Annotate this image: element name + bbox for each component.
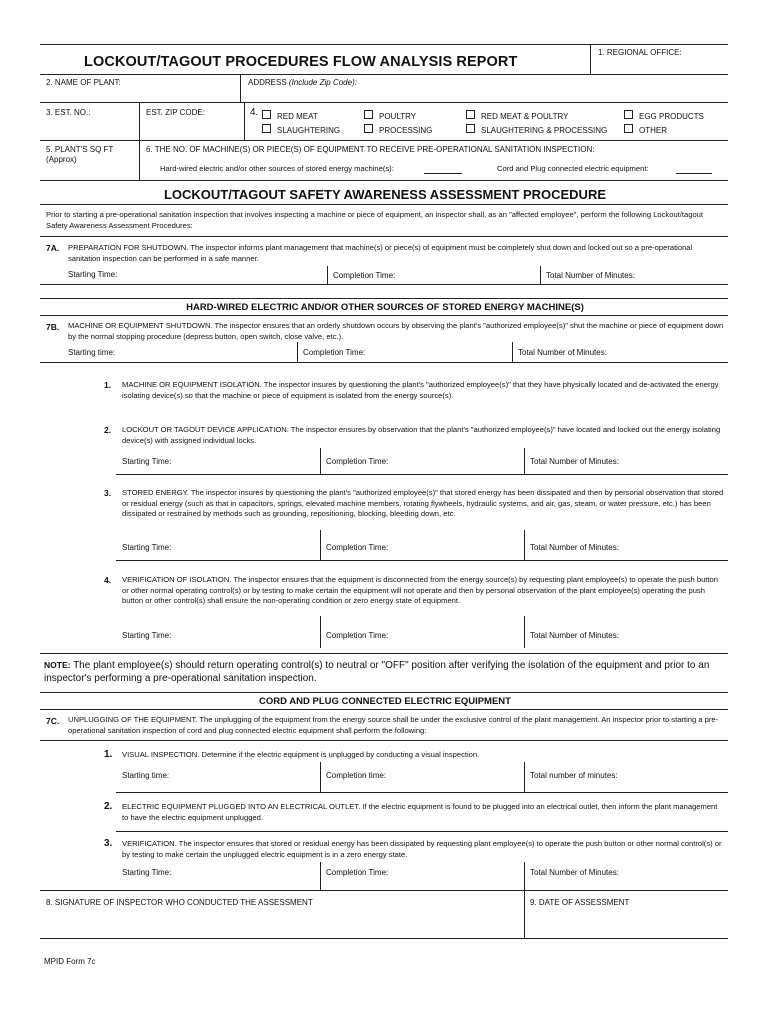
slaughtering-processing-label: SLAUGHTERING & PROCESSING [481, 126, 608, 135]
7a-start-label: Starting Time: [68, 270, 118, 279]
est-no-label: 3. EST. NO.: [46, 108, 91, 117]
section-7a-number: 7A. [46, 243, 60, 253]
7b-item-2-text: LOCKOUT OR TAGOUT DEVICE APPLICATION. The inspector ensures by observation that the plant's "authorized employee(s)" have located and locked out the energy isolating device(s) with assigned individual locks. [122, 425, 721, 445]
processing-checkbox[interactable] [364, 124, 373, 133]
7b-4-total-label: Total Number of Minutes: [530, 631, 619, 640]
7c-3-complete-label: Completion Time: [326, 868, 389, 877]
7a-total-label: Total Number of Minutes: [546, 271, 635, 280]
awareness-intro: Prior to starting a pre-operational sanitation inspection that involves inspecting a machine or piece of equipment, an inspector shall, as an "affected employee", perform the following Lockout/tagout Safety Awareness Assessment Procedures: [46, 210, 704, 230]
7c-item-1-text: VISUAL INSPECTION. Determine if the electric equipment is unplugged by conducting a visual inspection. [122, 750, 480, 759]
egg-products-label: EGG PRODUCTS [639, 112, 704, 121]
poultry-checkbox[interactable] [364, 110, 373, 119]
7a-complete-label: Completion Time: [333, 271, 396, 280]
7c-3-total-label: Total Number of Minutes: [530, 868, 619, 877]
signature-field[interactable] [40, 910, 524, 938]
7b-3-start-label: Starting Time: [122, 543, 172, 552]
7c-item-3-number: 3. [104, 838, 113, 849]
form-id: MPID Form 7c [44, 957, 96, 966]
slaughtering-processing-checkbox[interactable] [466, 124, 475, 133]
form-title: LOCKOUT/TAGOUT PROCEDURES FLOW ANALYSIS REPORT [84, 54, 518, 70]
hardwired-count-label: Hard-wired electric and/or other sources of stored energy machine(s): [160, 164, 394, 173]
7c-1-total-label: Total number of minutes: [530, 771, 618, 780]
7b-3-complete-label: Completion Time: [326, 543, 389, 552]
est-zip-label: EST. ZIP CODE: [146, 108, 205, 117]
7b-item-3-number: 3. [104, 488, 112, 498]
cordplug-count-field[interactable] [676, 173, 712, 174]
red-meat-poultry-label: RED MEAT & POULTRY [481, 112, 569, 121]
egg-products-checkbox[interactable] [624, 110, 633, 119]
7b-item-1-number: 1. [104, 380, 112, 390]
section-7b-text: MACHINE OR EQUIPMENT SHUTDOWN. The inspector ensures that an orderly shutdown occurs by observing the plant's "authorized employee(s)" shut the machine or piece of equipment down by the normal stopping procedure (depress button, open switch, close valve, etc.). [68, 321, 724, 341]
7b-2-total-label: Total Number of Minutes: [530, 457, 619, 466]
date-label: 9. DATE OF ASSESSMENT [530, 898, 630, 907]
7b-3-total-label: Total Number of Minutes: [530, 543, 619, 552]
7b-item-4-text: VERIFICATION OF ISOLATION. The inspector ensures that the equipment is disconnected from the energy source(s) by requesting plant employee(s) to operate the push button or other normal operating control(s) or by testing to make certain the equipment will not operate and then by personal observation of the plant employee(s) operating the push button or other control(s) shall ensure the non-operating condition or zero energy state of equipment. [122, 575, 718, 605]
cordplug-count-label: Cord and Plug connected electric equipment: [497, 164, 649, 173]
cord-section-title: CORD AND PLUG CONNECTED ELECTRIC EQUIPMENT [259, 696, 511, 707]
plant-name-field[interactable] [40, 88, 240, 100]
hardwired-section-title: HARD-WIRED ELECTRIC AND/OR OTHER SOURCES OF STORED ENERGY MACHINE(S) [186, 302, 584, 313]
section-7b-number: 7B. [46, 322, 60, 332]
regional-office-field[interactable] [591, 58, 728, 74]
slaughtering-label: SLAUGHTERING [277, 126, 341, 135]
sqft-approx-label: (Approx) [46, 155, 77, 164]
7b-item-1-text: MACHINE OR EQUIPMENT ISOLATION. The inspector insures by questioning the plant's "authorized employee(s)" that they have physically located and de-activated the energy isolating device(s) so that the machine or piece of equipment is isolated from the energy source(s). [122, 380, 719, 400]
7c-1-complete-label: Completion time: [326, 771, 387, 780]
red-meat-checkbox[interactable] [262, 110, 271, 119]
other-label: OTHER [639, 126, 667, 135]
red-meat-label: RED MEAT [277, 112, 318, 121]
7b-2-complete-label: Completion Time: [326, 457, 389, 466]
processing-label: PROCESSING [379, 126, 433, 135]
slaughtering-checkbox[interactable] [262, 124, 271, 133]
poultry-label: POULTRY [379, 112, 417, 121]
sqft-label: 5. PLANT'S SQ FT [46, 145, 114, 154]
signature-label: 8. SIGNATURE OF INSPECTOR WHO CONDUCTED THE ASSESSMENT [46, 898, 313, 907]
address-field[interactable] [242, 88, 728, 100]
7b-item-4-number: 4. [104, 575, 112, 585]
7b-complete-label: Completion Time: [303, 348, 366, 357]
7c-item-3-text: VERIFICATION. The inspector ensures that stored or residual energy has been dissipated by requesting plant employee(s) to operate the push button or other normal control(s) or by testing to make certain the unplugged electric equipment is in a zero energy state. [122, 839, 722, 859]
note-label: NOTE: [44, 660, 71, 670]
other-checkbox[interactable] [624, 124, 633, 133]
7c-3-start-label: Starting Time: [122, 868, 172, 877]
7b-item-2-number: 2. [104, 425, 112, 435]
item-4-label: 4. [250, 107, 259, 118]
7b-2-start-label: Starting Time: [122, 457, 172, 466]
section-7c-text: UNPLUGGING OF THE EQUIPMENT. The unplugging of the equipment from the energy source shall be under the exclusive control of the plant management. An inspector prior to starting a pre-operational sanitation inspection of cord and plug connected electric equipment shall perform the following: [68, 715, 719, 735]
7c-item-2-text: ELECTRIC EQUIPMENT PLUGGED INTO AN ELECTRICAL OUTLET. If the electric equipment is found to be plugged into an electrical outlet, then inform the plant management to have the electric equipment unplugged. [122, 802, 718, 822]
7b-4-start-label: Starting Time: [122, 631, 172, 640]
7c-1-start-label: Starting time: [122, 771, 170, 780]
7b-4-complete-label: Completion Time: [326, 631, 389, 640]
machines-label: 6. THE NO. OF MACHINE(S) OR PIECE(S) OF EQUIPMENT TO RECEIVE PRE-OPERATIONAL SANITATION INSPECTION: [146, 145, 595, 154]
7c-item-2-number: 2. [104, 801, 113, 812]
date-field[interactable] [526, 910, 728, 938]
note-block [44, 659, 726, 685]
7b-start-label: Starting time: [68, 348, 116, 357]
plant-name-label: 2. NAME OF PLANT: [46, 78, 121, 87]
note-text: The plant employee(s) should return operating control(s) to neutral or "OFF" position after verifying the isolation of the equipment and prior to an inspector's performing a pre-operational sanitation inspection. [44, 660, 710, 684]
7c-item-1-number: 1. [104, 749, 113, 760]
hardwired-count-field[interactable] [424, 173, 462, 174]
7b-total-label: Total Number of Minutes: [518, 348, 607, 357]
red-meat-poultry-checkbox[interactable] [466, 110, 475, 119]
7b-item-3-text: STORED ENERGY. The inspector insures by questioning the plant's "authorized employee(s)" that stored energy has been dissipated and then by personal observation that stored or residual energy (such as that in capacitors, springs, elevated machine members, rotating flywheels, hydraulic systems, and air, gas, steam, or water pressure, etc.) has been dissipated or restrained by methods such as grounding, repositioning, blocking, bleeding down, etc. [122, 488, 724, 518]
regional-office-label: 1. REGIONAL OFFICE: [598, 48, 682, 57]
section-7a-text: PREPARATION FOR SHUTDOWN. The inspector informs plant management that machine(s) or piece(s) of equipment must be completely shut down and locked out so a pre-operational sanitation inspection can be performed in a safe manner. [68, 243, 693, 263]
awareness-title: LOCKOUT/TAGOUT SAFETY AWARENESS ASSESSMENT PROCEDURE [163, 187, 607, 202]
address-label: ADDRESS (Include Zip Code): [248, 78, 357, 87]
section-7c-number: 7C. [46, 716, 60, 726]
